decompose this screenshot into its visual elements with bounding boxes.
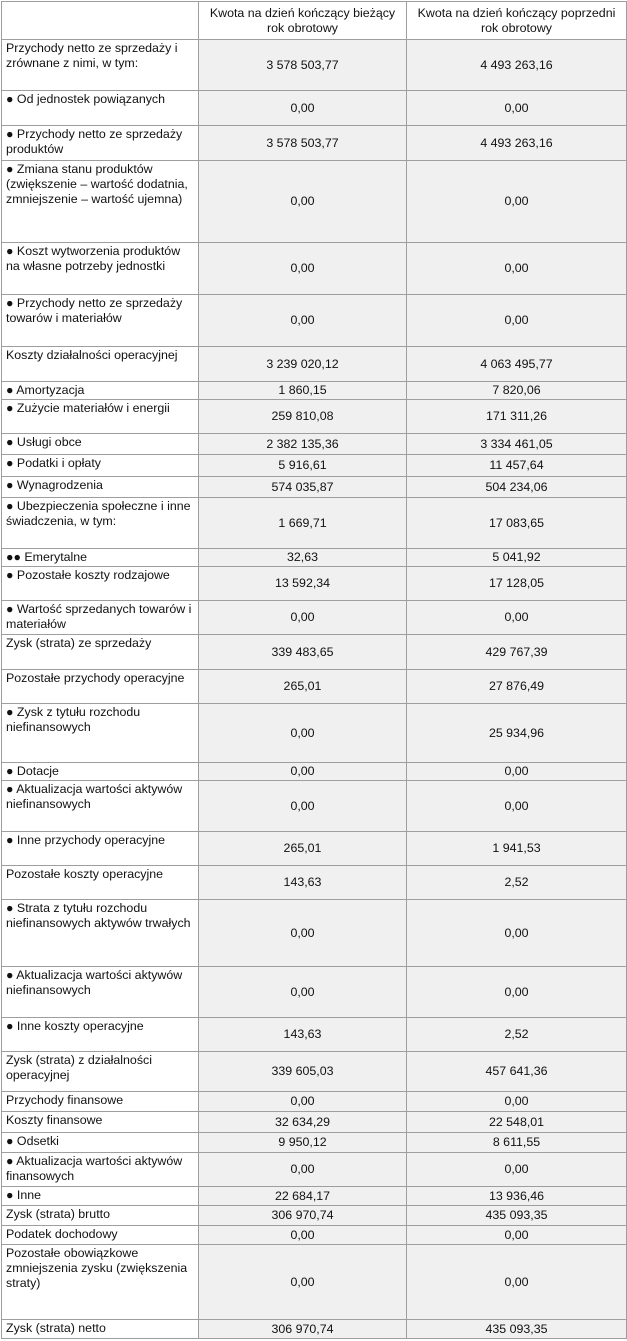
table-row <box>2 670 627 704</box>
table-row <box>2 781 627 832</box>
current-year-value: 13 592,34 <box>199 567 407 601</box>
current-year-value: 574 035,87 <box>199 477 407 498</box>
current-year-value: 306 970,74 <box>199 1320 407 1339</box>
row-label: Koszty finansowe <box>2 1112 199 1133</box>
current-year-value: 0,00 <box>199 295 407 347</box>
table-row <box>2 1018 627 1052</box>
table-row <box>2 455 627 477</box>
previous-year-value: 13 936,46 <box>407 1187 627 1206</box>
previous-year-value: 457 641,36 <box>407 1052 627 1092</box>
table-row <box>2 1153 627 1187</box>
current-year-value: 1 669,71 <box>199 498 407 549</box>
previous-year-value: 7 820,06 <box>407 382 627 400</box>
current-year-value: 32,63 <box>199 549 407 567</box>
row-label: ● Pozostałe koszty rodzajowe <box>2 567 199 601</box>
table-row <box>2 434 627 455</box>
table-row <box>2 1133 627 1153</box>
table-row <box>2 1245 627 1320</box>
current-year-value: 0,00 <box>199 601 407 635</box>
table-row <box>2 400 627 434</box>
current-year-value: 306 970,74 <box>199 1206 407 1226</box>
previous-year-value: 435 093,35 <box>407 1320 627 1339</box>
row-label: ● Ubezpieczenia społeczne i inne świadczenia, w tym: <box>2 498 199 549</box>
row-label: Zysk (strata) ze sprzedaży <box>2 635 199 670</box>
table-row <box>2 601 627 635</box>
previous-year-value: 429 767,39 <box>407 635 627 670</box>
previous-year-value: 0,00 <box>407 1153 627 1187</box>
previous-year-value: 3 334 461,05 <box>407 434 627 455</box>
current-year-value: 0,00 <box>199 1153 407 1187</box>
table-row <box>2 1206 627 1226</box>
row-label: ● Przychody netto ze sprzedaży towarów i materiałów <box>2 295 199 347</box>
table-row <box>2 1052 627 1092</box>
previous-year-value: 0,00 <box>407 91 627 126</box>
current-year-value: 0,00 <box>199 1226 407 1245</box>
header-blank-cell <box>2 2 199 40</box>
current-year-value: 0,00 <box>199 161 407 243</box>
current-year-value: 3 578 503,77 <box>199 126 407 161</box>
previous-year-value: 0,00 <box>407 161 627 243</box>
row-label: ● Wartość sprzedanych towarów i materiałów <box>2 601 199 635</box>
row-label: Zysk (strata) z działalności operacyjnej <box>2 1052 199 1092</box>
current-year-value: 0,00 <box>199 763 407 781</box>
table-row <box>2 477 627 498</box>
row-label: ● Usługi obce <box>2 434 199 455</box>
row-label: ● Aktualizacja wartości aktywów niefinansowych <box>2 967 199 1018</box>
row-label: ● Inne koszty operacyjne <box>2 1018 199 1052</box>
row-label: Zysk (strata) netto <box>2 1320 199 1339</box>
table-row <box>2 866 627 900</box>
row-label: ● Koszt wytworzenia produktów na własne potrzeby jednostki <box>2 243 199 295</box>
table-row <box>2 1226 627 1245</box>
table-row <box>2 704 627 763</box>
row-label: ● Podatki i opłaty <box>2 455 199 477</box>
row-label: Podatek dochodowy <box>2 1226 199 1245</box>
current-year-value: 2 382 135,36 <box>199 434 407 455</box>
current-year-value: 0,00 <box>199 243 407 295</box>
current-year-value: 32 634,29 <box>199 1112 407 1133</box>
current-year-value: 259 810,08 <box>199 400 407 434</box>
current-year-value: 9 950,12 <box>199 1133 407 1153</box>
current-year-value: 265,01 <box>199 670 407 704</box>
income-statement-table <box>1 1 627 1339</box>
table-row <box>2 382 627 400</box>
row-label: Pozostałe przychody operacyjne <box>2 670 199 704</box>
previous-year-value: 17 128,05 <box>407 567 627 601</box>
row-label: Zysk (strata) brutto <box>2 1206 199 1226</box>
row-label: ● Przychody netto ze sprzedaży produktów <box>2 126 199 161</box>
row-label: Koszty działalności operacyjnej <box>2 347 199 382</box>
table-row <box>2 295 627 347</box>
current-year-value: 265,01 <box>199 832 407 866</box>
table-row <box>2 161 627 243</box>
row-label: ● Aktualizacja wartości aktywów finansowych <box>2 1153 199 1187</box>
table-row <box>2 549 627 567</box>
previous-year-value: 0,00 <box>407 967 627 1018</box>
current-year-value: 22 684,17 <box>199 1187 407 1206</box>
current-year-value: 339 605,03 <box>199 1052 407 1092</box>
table-row <box>2 243 627 295</box>
row-label: ● Odsetki <box>2 1133 199 1153</box>
table-row <box>2 1187 627 1206</box>
row-label: ● Zysk z tytułu rozchodu niefinansowych <box>2 704 199 763</box>
previous-year-value: 11 457,64 <box>407 455 627 477</box>
previous-year-value: 0,00 <box>407 1226 627 1245</box>
row-label: ● Inne <box>2 1187 199 1206</box>
current-year-value: 143,63 <box>199 866 407 900</box>
current-year-value: 1 860,15 <box>199 382 407 400</box>
table-row <box>2 1112 627 1133</box>
previous-year-value: 5 041,92 <box>407 549 627 567</box>
previous-year-value: 0,00 <box>407 900 627 967</box>
header-current-year: Kwota na dzień kończący bieżący rok obrotowy <box>199 2 407 40</box>
current-year-value: 143,63 <box>199 1018 407 1052</box>
previous-year-value: 17 083,65 <box>407 498 627 549</box>
previous-year-value: 0,00 <box>407 601 627 635</box>
previous-year-value: 22 548,01 <box>407 1112 627 1133</box>
table-row <box>2 91 627 126</box>
row-label: ● Od jednostek powiązanych <box>2 91 199 126</box>
table-row <box>2 347 627 382</box>
table-row <box>2 1320 627 1339</box>
previous-year-value: 171 311,26 <box>407 400 627 434</box>
current-year-value: 3 239 020,12 <box>199 347 407 382</box>
header-row <box>2 2 627 40</box>
previous-year-value: 4 493 263,16 <box>407 40 627 91</box>
current-year-value: 0,00 <box>199 1245 407 1320</box>
current-year-value: 0,00 <box>199 704 407 763</box>
previous-year-value: 435 093,35 <box>407 1206 627 1226</box>
header-previous-year: Kwota na dzień kończący poprzedni rok obrotowy <box>407 2 627 40</box>
previous-year-value: 0,00 <box>407 1092 627 1112</box>
current-year-value: 0,00 <box>199 91 407 126</box>
row-label: ● Zmiana stanu produktów (zwiększenie – wartość dodatnia, zmniejszenie – wartość ujemna) <box>2 161 199 243</box>
row-label: Przychody netto ze sprzedaży i zrównane z nimi, w tym: <box>2 40 199 91</box>
previous-year-value: 0,00 <box>407 243 627 295</box>
previous-year-value: 2,52 <box>407 1018 627 1052</box>
previous-year-value: 4 063 495,77 <box>407 347 627 382</box>
previous-year-value: 504 234,06 <box>407 477 627 498</box>
row-label: Pozostałe koszty operacyjne <box>2 866 199 900</box>
current-year-value: 0,00 <box>199 1092 407 1112</box>
row-label: ● Inne przychody operacyjne <box>2 832 199 866</box>
table-row <box>2 126 627 161</box>
previous-year-value: 1 941,53 <box>407 832 627 866</box>
previous-year-value: 0,00 <box>407 781 627 832</box>
previous-year-value: 4 493 263,16 <box>407 126 627 161</box>
row-label: ●● Emerytalne <box>2 549 199 567</box>
table-row <box>2 40 627 91</box>
current-year-value: 0,00 <box>199 781 407 832</box>
row-label: ● Aktualizacja wartości aktywów niefinansowych <box>2 781 199 832</box>
previous-year-value: 25 934,96 <box>407 704 627 763</box>
table-row <box>2 763 627 781</box>
current-year-value: 339 483,65 <box>199 635 407 670</box>
table-row <box>2 967 627 1018</box>
current-year-value: 3 578 503,77 <box>199 40 407 91</box>
table-row <box>2 900 627 967</box>
row-label: ● Strata z tytułu rozchodu niefinansowych aktywów trwałych <box>2 900 199 967</box>
current-year-value: 5 916,61 <box>199 455 407 477</box>
table-body <box>2 40 627 1339</box>
previous-year-value: 0,00 <box>407 1245 627 1320</box>
current-year-value: 0,00 <box>199 967 407 1018</box>
row-label: ● Wynagrodzenia <box>2 477 199 498</box>
previous-year-value: 0,00 <box>407 295 627 347</box>
row-label: Przychody finansowe <box>2 1092 199 1112</box>
previous-year-value: 8 611,55 <box>407 1133 627 1153</box>
table-row <box>2 635 627 670</box>
table-row <box>2 1092 627 1112</box>
row-label: ● Amortyzacja <box>2 382 199 400</box>
previous-year-value: 27 876,49 <box>407 670 627 704</box>
previous-year-value: 0,00 <box>407 763 627 781</box>
table-row <box>2 832 627 866</box>
row-label: ● Dotacje <box>2 763 199 781</box>
current-year-value: 0,00 <box>199 900 407 967</box>
previous-year-value: 2,52 <box>407 866 627 900</box>
table-row <box>2 567 627 601</box>
table-row <box>2 498 627 549</box>
row-label: Pozostałe obowiązkowe zmniejszenia zysku (zwiększenia straty) <box>2 1245 199 1320</box>
row-label: ● Zużycie materiałów i energii <box>2 400 199 434</box>
